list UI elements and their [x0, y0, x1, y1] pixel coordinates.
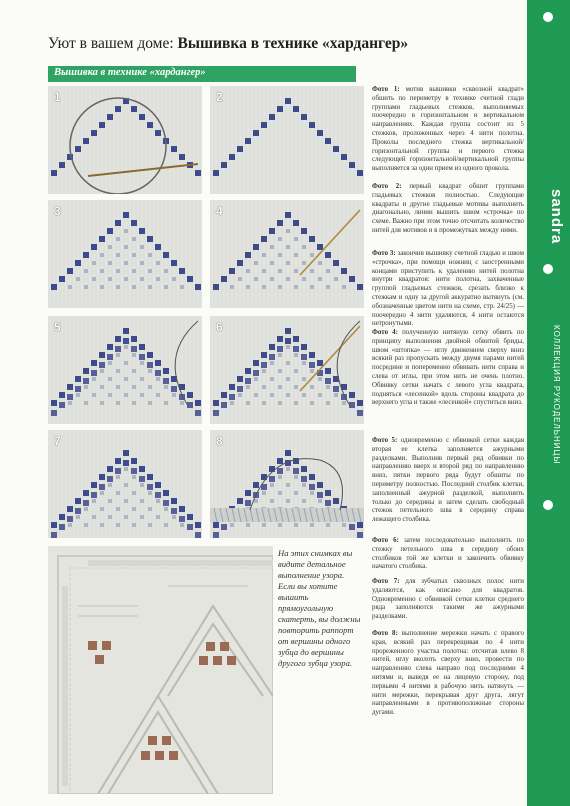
step-text: затем последовательно выполнить по стежку петельного шва в середину обоих столбиков той же клетки и закончить обвивку начатого столбика. — [372, 537, 524, 571]
step-label: Фото 1: — [372, 86, 406, 93]
photo-number: 5 — [54, 320, 61, 334]
step-text: закончив вышивку счетной гладью и швом «строчка», при помощи ножниц с заостренными концами приступить к удалению нитей полотна внутри квадратов: нити полотна, захваченные группой гладьевых стежков, срезать близко к стежкам и одну за другой аккуратно вытянуть (см. обозначенные цветом нити на схеме, стр. 24/25) — поочередно 4 нити удаляются, 4 нити остаются нетронутыми. — [372, 250, 524, 328]
step-label: Фото 3: — [372, 250, 398, 257]
step-photo-5 — [48, 316, 202, 424]
step-text: полученную нитяную сетку обвить по принципу выполнения двойной обвитой бриды, швом «штопка» — иглу движением сверху вниз всякий раз пропускать между двумя парами нитей посредине и попеременно обвивать нити справа и слева от иглы, при этом нить не очень плотно. Обвивку сетки начать с левого угла квадрата, подняться «лесенкой» вдоль стороны квадрата до верхнего угла и также «лесенкой» спуститься вниз. — [372, 329, 524, 407]
photo-number: 6 — [216, 320, 223, 334]
instruction-step-3 — [372, 250, 524, 329]
step-text: для зубчатых сквозных полос нити удаляются, как описано для квадратов. Одновременно с обвивкой сетки клетки среднего ряда заполняются такими же ажурными разделками. — [372, 578, 524, 621]
instruction-step-6 — [372, 537, 524, 572]
step-label: Фото 6: — [372, 537, 405, 544]
step-photo-8 — [210, 430, 364, 538]
step-text: мотив вышивки «сквозной квадрат» обшить по периметру в технике счетной глади группами гладьевых стежков, выполняемых поочередно в горизонтальном и вертикальном направлениях. Каждая группа состоит из 5 стежков, проложенных через 4 нити полотна. Проколы последнего стежка вертикальной/горизонтальной группы и первого стежка следующей горизонтальной/вертикальной группы выполняется за один прием из одного прокола. — [372, 86, 524, 173]
instruction-step-4 — [372, 329, 524, 408]
photo-number: 8 — [216, 434, 223, 448]
step-photo-6 — [210, 316, 364, 424]
dot-icon — [543, 12, 553, 22]
step-text: одновременно с обвивкой сетки каждая вторая ее клетка заполняется ажурными разделками. Выполнив первый ряд обвивки по направлению вверх и второй ряд по направлению вниз, пятки первого ряда будут обшиты по периметру полностью. Последний столбик клетки, заполненный ажурной разделкой, выполнить только до середины и затем сделать свободный стежок петельного шва в середину справа лежащего столбика. — [372, 437, 524, 524]
step-label: Фото 7: — [372, 578, 406, 585]
instruction-step-8 — [372, 630, 524, 718]
step-text: выполнение мережки начать с правого края, всякий раз перекрещивая по 4 нити прореженного участка полотна: отсчитав влево 8 нитей, иглу вколоть сверху вниз, провести по направлению слева направо под последними 4 нитями и, выведя ее на лицевую сторону, под первыми 4 нитями в рабочую нить натянуть — нити мережки, перекрывая друг друга, лягут направленными в противоположные стороны дугами. — [372, 630, 525, 717]
step-label: Фото 4: — [372, 329, 403, 336]
page-title: Уют в вашем доме: Вышивка в технике «хардангер» — [48, 35, 409, 52]
dot-icon — [543, 500, 553, 510]
step-label: Фото 8: — [372, 630, 402, 637]
dot-icon — [543, 264, 553, 274]
instruction-step-2 — [372, 183, 524, 236]
sidebar-strip — [527, 0, 570, 806]
instruction-step-1 — [372, 86, 524, 174]
tablecloth-photo — [48, 546, 273, 794]
photo-number: 1 — [54, 90, 61, 104]
photo-number: 4 — [216, 204, 223, 218]
step-text: первый квадрат обшит группами гладьевых стежков полностью. Следующие квадраты и другие гладьевые мотивы выполнить диагонально, линии вышить швом «строчка» по схеме. Важно при этом точно отсчитать количество нитей для мотивов и в промежутках между ними. — [372, 183, 524, 234]
step-photo-2 — [210, 86, 364, 194]
section-header: Вышивка в технике «хардангер» — [48, 66, 356, 82]
photo-number: 7 — [54, 434, 61, 448]
step-label: Фото 2: — [372, 183, 410, 190]
instruction-step-5 — [372, 437, 524, 525]
step-photo-4 — [210, 200, 364, 308]
step-photo-7 — [48, 430, 202, 538]
instruction-step-7 — [372, 578, 524, 622]
photo-number: 3 — [54, 204, 61, 218]
step-label: Фото 5: — [372, 437, 401, 444]
series-title: КОЛЛЕКЦИЯ РУКОДЕЛЬНИЦЫ — [552, 325, 561, 465]
brand-logo: sandra — [548, 189, 565, 245]
photo-caption: На этих снимках вы видите детальное выполнение узора. Если вы хотите вышить прямоугольную скатерть, вы должны повторить раппорт от вершины одного зубца до вершины другого зубца узора. — [278, 548, 361, 668]
step-photo-1 — [48, 86, 202, 194]
photo-number: 2 — [216, 90, 223, 104]
step-photo-3 — [48, 200, 202, 308]
